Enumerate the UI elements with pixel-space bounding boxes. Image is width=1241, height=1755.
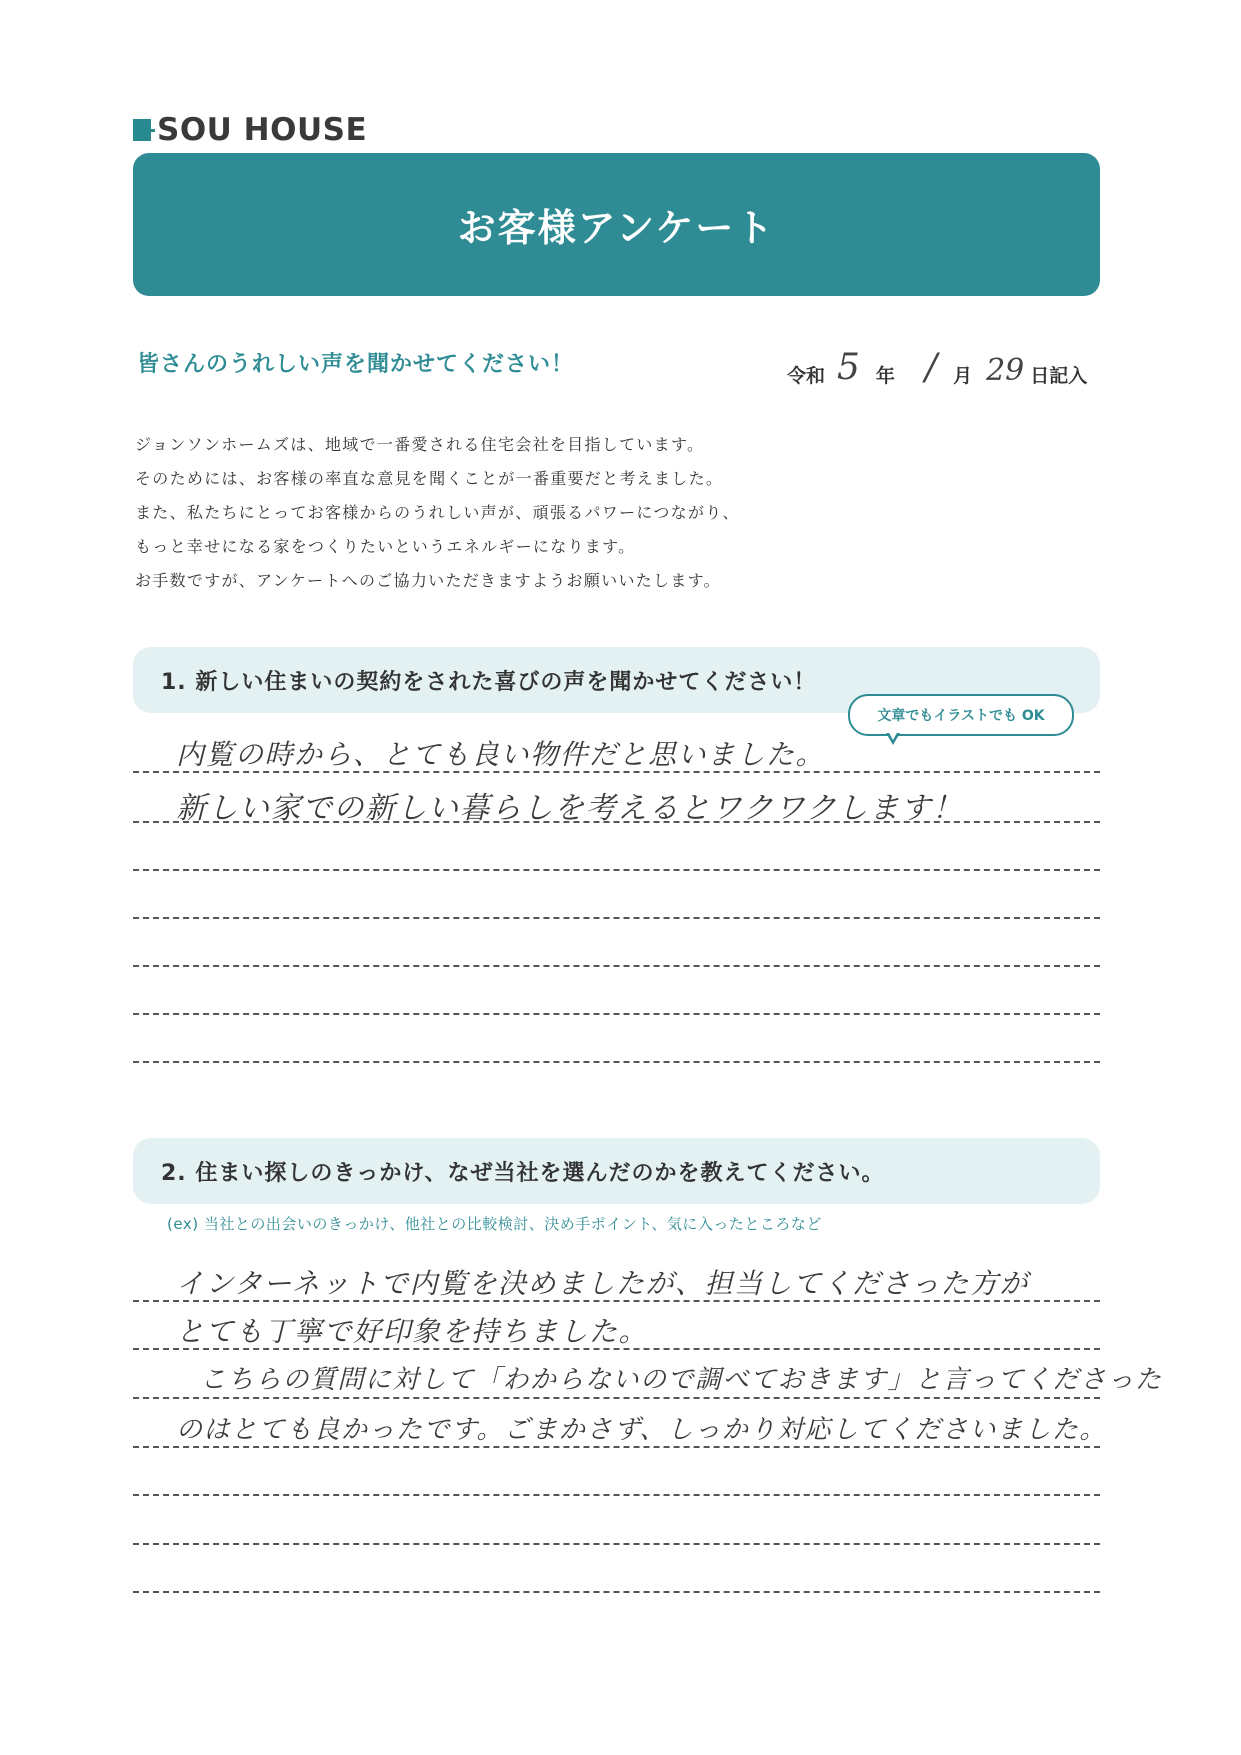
answer-rule <box>133 1348 1100 1350</box>
date-day: 29 <box>986 353 1025 388</box>
lead-text: 皆さんのうれしい声を聞かせてください！ <box>137 352 575 377</box>
question-2-header <box>133 1138 1100 1204</box>
answer-rule <box>133 1591 1100 1593</box>
q2-answer-line: のはとても良かったです。ごまかさず、しっかり対応してくださいました。 <box>176 1415 1107 1445</box>
q2-answer-line: とても丁寧で好印象を持ちました。 <box>176 1315 649 1348</box>
date-day-unit: 日 <box>1030 365 1050 387</box>
hint-bubble-text: 文章でもイラストでも OK <box>877 708 1045 724</box>
answer-rule <box>133 917 1100 919</box>
q2-answer-line: こちらの質問に対して「わからないので調べておきます」と言ってくださった <box>200 1365 1163 1395</box>
answer-rule <box>133 965 1100 967</box>
intro-line: また、私たちにとってお客様からのうれしい声が、頑張るパワーにつながり、 <box>135 503 740 522</box>
hint-bubble-tail-icon <box>886 733 900 745</box>
page-title: お客様アンケート <box>457 206 776 250</box>
question-1-title: 1. 新しい住まいの契約をされた喜びの声を聞かせてください！ <box>161 669 817 695</box>
answer-rule <box>133 869 1100 871</box>
answer-rule <box>133 1300 1100 1302</box>
q1-answer-line: 内覧の時から、とても良い物件だと思いました。 <box>176 738 826 771</box>
date-month-unit: 月 <box>953 365 973 387</box>
question-2-example: (ex) 当社との出会いのきっかけ、他社との比較検討、決め手ポイント、気に入ったところなど <box>167 1215 822 1233</box>
date-month: / <box>924 347 938 388</box>
answer-rule <box>133 1446 1100 1448</box>
date-year: 5 <box>837 347 860 388</box>
date-era: 令和 <box>787 365 826 387</box>
answer-rule <box>133 1543 1100 1545</box>
date-year-unit: 年 <box>875 365 895 387</box>
brand-mark-icon <box>133 119 151 141</box>
q1-answer-line: 新しい家での新しい暮らしを考えるとワクワクします！ <box>176 791 964 826</box>
date-field <box>787 338 1087 388</box>
title-banner <box>133 153 1100 296</box>
intro-line: ジョンソンホームズは、地域で一番愛される住宅会社を目指しています。 <box>135 435 705 454</box>
answer-rule <box>133 821 1100 823</box>
answer-rule <box>133 1494 1100 1496</box>
q2-answer-line: インターネットで内覧を決めましたが、担当してくださった方が <box>176 1267 1029 1300</box>
question-2-title: 2. 住まい探しのきっかけ、なぜ当社を選んだのかを教えてください。 <box>161 1160 885 1186</box>
intro-line: そのためには、お客様の率直な意見を聞くことが一番重要だと考えました。 <box>135 469 724 488</box>
answer-rule <box>133 1061 1100 1063</box>
date-suffix: 記入 <box>1049 365 1088 387</box>
answer-rule <box>133 771 1100 773</box>
brand-name: SOU HOUSE <box>157 112 368 148</box>
answer-rule <box>133 1013 1100 1015</box>
intro-line: お手数ですが、アンケートへのご協力いただきますようお願いいたします。 <box>135 571 721 590</box>
answer-rule <box>133 1397 1100 1399</box>
intro-paragraph <box>135 428 740 598</box>
brand-logo <box>133 112 367 148</box>
hint-bubble <box>848 694 1074 736</box>
intro-line: もっと幸せになる家をつくりたいというエネルギーになります。 <box>135 537 636 556</box>
